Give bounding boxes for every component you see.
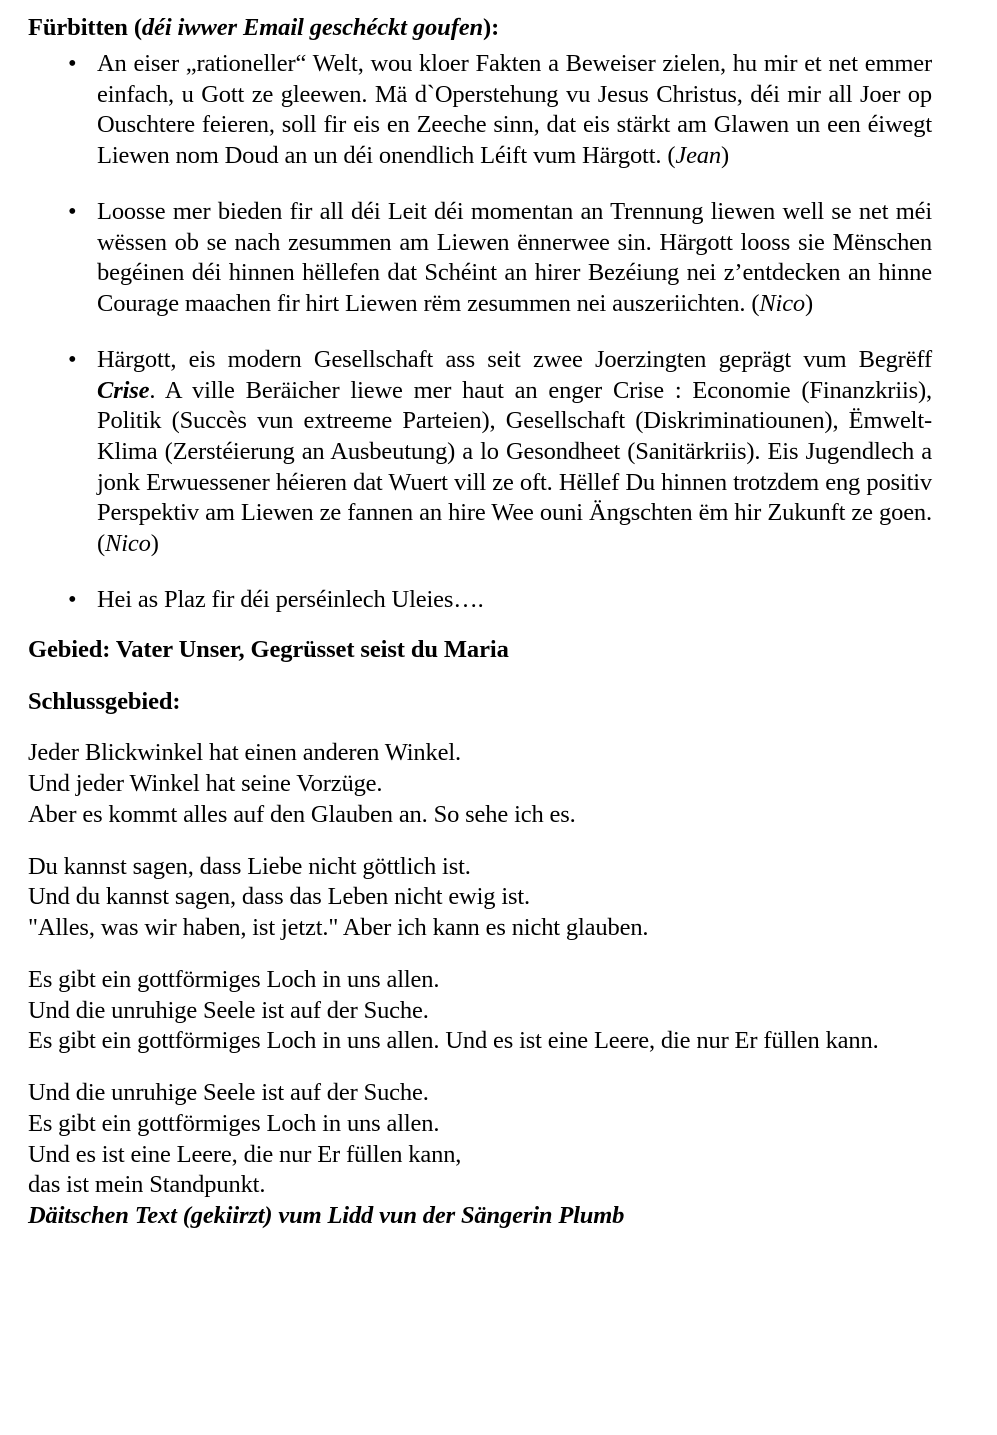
prayer-heading: Gebied: Vater Unser, Gegrüsset seist du Maria	[28, 635, 509, 663]
stanza-line: Und es ist eine Leere, die nur Er füllen kann,	[28, 1140, 462, 1168]
list-item	[28, 585, 932, 616]
bullet-icon: •	[68, 49, 77, 77]
source-attribution: Däitschen Text (gekiirzt) vum Lidd vun der Sängerin Plumb	[28, 1202, 625, 1230]
bullet-icon: •	[68, 197, 77, 225]
bullet-icon: •	[68, 345, 77, 373]
list-item	[28, 197, 932, 320]
list-item	[28, 49, 932, 172]
stanza-line: Es gibt ein gottförmiges Loch in uns allen.	[28, 965, 440, 993]
stanza-line: Es gibt ein gottförmiges Loch in uns allen.	[28, 1109, 440, 1137]
closing-stanza-4	[28, 1078, 932, 1232]
stanza-line: das ist mein Standpunkt.	[28, 1171, 266, 1199]
page-title-prefix: Fürbitten (	[28, 14, 142, 41]
closing-stanza-2	[28, 852, 932, 944]
stanza-line: Es gibt ein gottförmiges Loch in uns allen. Und es ist eine Leere, die nur Er füllen kann.	[28, 1027, 879, 1055]
stanza-line: Du kannst sagen, dass Liebe nicht göttlich ist.	[28, 852, 471, 880]
intercession-text-part3: )	[150, 530, 159, 558]
stanza-line: Und die unruhige Seele ist auf der Suche.	[28, 996, 429, 1024]
intercession-text: Hei as Plaz fir déi perséinlech Uleies….	[97, 585, 484, 613]
page-title	[28, 14, 932, 43]
intercession-text-after: )	[721, 142, 730, 170]
stanza-line: Jeder Blickwinkel hat einen anderen Winkel.	[28, 739, 461, 767]
intercession-emphasis: Crise	[97, 376, 150, 404]
page-title-italic: déi iwwer Email geschéckt goufen	[141, 14, 484, 41]
stanza-line: Und jeder Winkel hat seine Vorzüge.	[28, 770, 383, 798]
intercession-signature: Jean	[675, 142, 721, 170]
intercession-signature: Nico	[105, 530, 151, 558]
stanza-line: Und du kannst sagen, dass das Leben nicht ewig ist.	[28, 883, 530, 911]
intercession-text: Loosse mer bieden fir all déi Leit déi momentan an Trennung liewen well se net méi wëssen ob se nach zesummen am Liewen ënnerwee sin. Härgott looss sie Mënschen begéinen déi hinnen hëllefen dat Schéint an hirer Bezéiung nei z’entdecken an hinne Courage maachen fir hirt Liewen rëm zesummen nei auszeriichten. (	[97, 197, 932, 318]
stanza-line: Aber es kommt alles auf den Glauben an. So sehe ich es.	[28, 800, 576, 828]
intercession-text: An eiser „rationeller“ Welt, wou kloer Fakten a Beweiser zielen, hu mir et net emmer einfach, u Gott ze gleewen. Mä d`Operstehung vu Jesus Christus, déi mir all Joer op Ouschtere feieren, soll fir eis en Zeeche sinn, dat eis stärkt am Glawen un een éiwegt Liewen nom Doud an un déi onendlich Léift vum Härgott. (	[97, 49, 932, 170]
page-title-suffix: ):	[483, 14, 500, 41]
bullet-icon: •	[68, 585, 77, 613]
intercession-text-after: )	[805, 290, 814, 318]
closing-stanza-3	[28, 965, 932, 1057]
intercession-text-part2: . A ville Beräicher liewe mer haut an enger Crise : Economie (Finanzkriis), Politik (Succès vun extreeme Parteien), Gesellschaft (Diskriminatiounen), Ëmwelt-Klima (Zerstéierung an Ausbeutung) a lo Gesondheet (Sanitärkriis). Eis Jugendlech a jonk Erwuessener héieren dat Wuert vill ze oft. Hëllef Du hinnen trotzdem eng positiv Perspektiv am Liewen ze fannen an hire Wee ouni Ängschten ëm hir Zukunft ze goen. (	[97, 376, 932, 558]
stanza-line: "Alles, was wir haben, ist jetzt." Aber ich kann es nicht glauben.	[28, 914, 649, 942]
intercession-signature: Nico	[759, 290, 806, 318]
closing-stanza-1	[28, 738, 932, 830]
list-item	[28, 345, 932, 560]
stanza-line: Und die unruhige Seele ist auf der Suche.	[28, 1079, 429, 1107]
intercession-text-part1: Härgott, eis modern Gesellschaft ass seit zwee Joerzingten geprägt vum Begrëff	[97, 345, 932, 373]
closing-prayer-heading: Schlussgebied:	[28, 687, 181, 715]
intercessions-list	[28, 49, 932, 616]
